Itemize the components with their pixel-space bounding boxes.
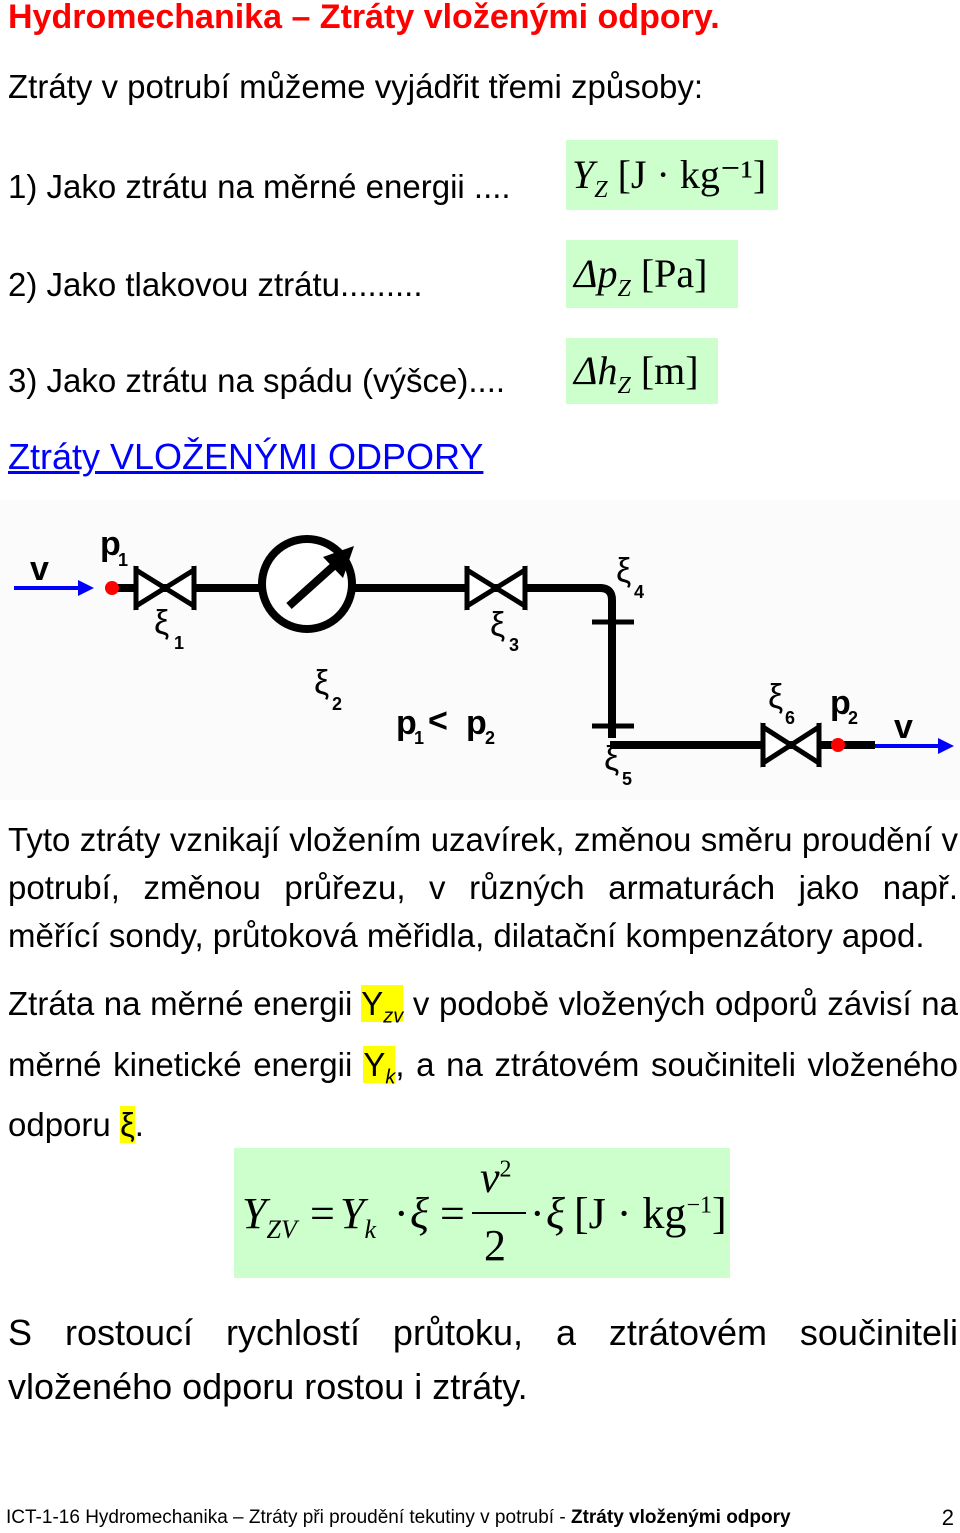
ineq-p2: p: [466, 704, 487, 742]
formula-xi1: ξ: [410, 1189, 429, 1238]
ineq-lt: <: [428, 702, 448, 740]
dpz-subscript: Z: [617, 276, 631, 302]
xi5-subscript: 5: [622, 769, 633, 789]
xi3-symbol: ξ: [490, 606, 506, 644]
footer-text: ICT-1-16 Hydromechanika – Ztráty při proudění tekutiny v potrubí -: [6, 1507, 571, 1528]
yz-unit: [J · kg⁻¹]: [617, 152, 767, 197]
formula-lhs-sub: ZV: [266, 1214, 297, 1244]
xi2-symbol: ξ: [314, 664, 330, 702]
formula-eq1: =: [310, 1189, 335, 1238]
formula-unit-exp: −1: [686, 1192, 712, 1219]
velocity-label-left: v: [30, 550, 49, 588]
ineq-p2-sub: 2: [485, 728, 496, 748]
formula-yz: [566, 140, 778, 210]
formula-num-exp: 2: [499, 1156, 512, 1183]
way-1-number: 1): [8, 168, 38, 205]
velocity-label-right: v: [894, 708, 913, 746]
pressure-point-p1: [105, 581, 119, 595]
main-formula: [234, 1148, 730, 1278]
dhz-symbol: Δh: [574, 348, 618, 393]
formula-unit-end: ]: [711, 1189, 727, 1238]
formula-numerator: [480, 1152, 512, 1203]
formula-dot1: ·: [394, 1189, 409, 1238]
way-1-text: Jako ztrátu na měrné energii ....: [46, 168, 511, 205]
way-2-text: Jako tlakovou ztrátu.........: [46, 266, 423, 303]
yzv-symbol: Y: [361, 985, 384, 1022]
yk-highlight: [363, 1045, 396, 1089]
formula-lhs-symbol: Y: [242, 1189, 267, 1238]
fraction-bar: [472, 1212, 526, 1214]
xi3-subscript: 3: [509, 635, 520, 655]
formula-unit: [574, 1188, 727, 1239]
pressure-gauge: [262, 539, 354, 629]
ineq-p1-sub: 1: [414, 728, 425, 748]
xi-highlight: ξ: [119, 1106, 135, 1144]
p2-subscript: 2: [848, 708, 859, 728]
ineq-p1: p: [396, 704, 417, 742]
xi5-symbol: ξ: [604, 740, 620, 778]
p1-subscript: 1: [118, 550, 129, 570]
way-2: [8, 266, 423, 304]
formula-dhz: [566, 338, 718, 404]
para2-text-3: , a na ztrátovém součiniteli vloženého odporu: [8, 1045, 958, 1144]
formula-denominator: 2: [484, 1221, 506, 1270]
xi4-subscript: 4: [634, 582, 645, 602]
paragraph-dependency: [8, 980, 958, 1149]
way-1: [8, 168, 511, 206]
dpz-symbol: Δp: [574, 251, 618, 296]
dhz-subscript: Z: [617, 373, 631, 399]
p2-label: p: [830, 684, 851, 722]
xi6-symbol: ξ: [768, 678, 784, 716]
para2-text-1: Ztráta na měrné energii: [8, 985, 362, 1022]
way-3: [8, 362, 505, 400]
way-3-number: 3): [8, 362, 38, 399]
xi4-symbol: ξ: [616, 552, 632, 590]
xi6-subscript: 6: [785, 708, 796, 728]
yk-symbol: Y: [363, 1045, 386, 1083]
dpz-unit: [Pa]: [640, 251, 708, 296]
formula-yk: [340, 1188, 376, 1245]
paragraph-conclusion: S rostoucí rychlostí průtoku, a ztrátovém součiniteli vloženého odporu rostou i ztráty.: [8, 1312, 958, 1407]
dhz-unit: [m]: [640, 348, 699, 393]
pipe-diagram: [0, 500, 960, 800]
way-2-number: 2): [8, 266, 38, 303]
formula-dot2: ·: [530, 1189, 545, 1238]
formula-yk-sub: k: [364, 1214, 377, 1244]
yzv-subscript: zv: [383, 1005, 404, 1028]
xi1-symbol: ξ: [154, 604, 170, 642]
intro-text: Ztráty v potrubí můžeme vyjádřit třemi způsoby:: [8, 68, 704, 105]
formula-unit-text: [J · kg: [574, 1189, 687, 1238]
formula-eq2: =: [440, 1189, 465, 1238]
pressure-point-p2: [831, 738, 845, 752]
yk-subscript: k: [385, 1066, 396, 1089]
formula-lhs: [242, 1188, 297, 1245]
formula-dpz: [566, 240, 738, 308]
way-3-text: Jako ztrátu na spádu (výšce)....: [46, 362, 506, 399]
yz-subscript: Z: [594, 177, 608, 203]
footer: [0, 1507, 960, 1529]
yzv-highlight: [361, 985, 404, 1028]
para2-text-4: .: [134, 1106, 144, 1144]
section-heading-link[interactable]: Ztráty VLOŽENÝMI ODPORY: [8, 436, 484, 477]
page-title: Hydromechanika – Ztráty vloženými odpory.: [8, 0, 720, 36]
yz-symbol: Y: [572, 152, 595, 197]
para2-text-2: v podobě vložených odporů závisí na měrné kinetické energii: [8, 985, 958, 1083]
footer-bold: Ztráty vloženými odpory: [570, 1507, 791, 1528]
paragraph-causes: Tyto ztráty vznikají vložením uzavírek, změnou směru proudění v potrubí, změnou průřezu, v různých armaturách jako např. měřící sondy, průtoková měřidla, dilatační kompenzátory apod.: [8, 821, 958, 954]
formula-yk-symbol: Y: [340, 1189, 365, 1238]
xi1-subscript: 1: [174, 633, 185, 653]
formula-xi2: ξ: [546, 1189, 565, 1238]
formula-num-symbol: v: [480, 1153, 500, 1202]
p1-label: p: [100, 525, 121, 563]
page-number: 2: [941, 1505, 954, 1530]
xi2-subscript: 2: [332, 694, 343, 714]
